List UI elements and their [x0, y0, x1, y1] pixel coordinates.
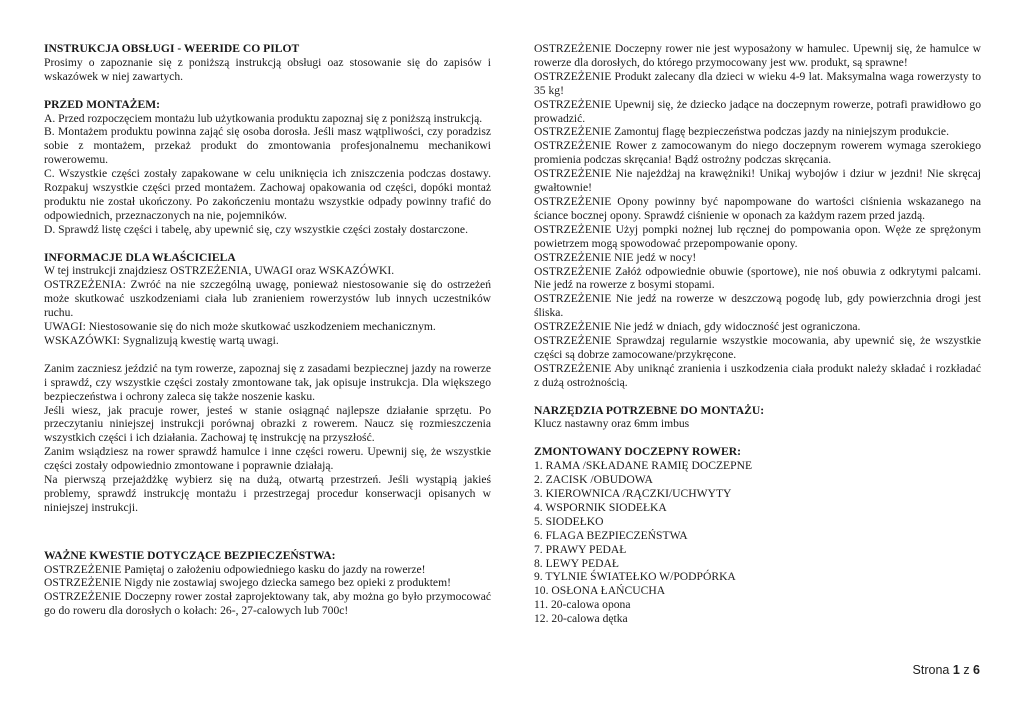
warning-item: OSTRZEŻENIE NIE jedź w nocy!	[534, 250, 697, 264]
before-item: D. Sprawdź listę części i tabelę, aby upewnić się, czy wszystkie części zostały dostarczone.	[44, 222, 468, 236]
right-column	[534, 42, 981, 626]
part-item: 1. RAMA /SKŁADANE RAMIĘ DOCZEPNE	[534, 459, 753, 473]
tools-heading: NARZĘDZIA POTRZEBNE DO MONTAŻU:	[534, 403, 765, 417]
safety-warning: OSTRZEŻENIE Nigdy nie zostawiaj swojego dziecka samego bez opieki z produktem!	[44, 576, 451, 590]
warning-item: OSTRZEŻENIE Upewnij się, że dziecko jadące na doczepnym rowerze, potrafi prawidłowo go prowadzić.	[534, 97, 981, 125]
warning-item: OSTRZEŻENIE Zamontuj flagę bezpieczeństwa podczas jazdy na niniejszym produkcie.	[534, 125, 949, 139]
before-item: B. Montażem produktu powinna zająć się osoba dorosła. Jeśli masz wątpliwości, czy poradzisz sobie z montażem, przekaż produkt do zmontowania profesjonalnemu mechanikowi rowerowemu.	[44, 125, 491, 167]
owner-item: OSTRZEŻENIA: Zwróć na nie szczególną uwagę, ponieważ niestosowanie się do ostrzeżeń może skutkować uszkodzeniami ciała lub zranieniem rowerzystów lub innych uczestników ruchu.	[44, 278, 491, 320]
owner-item: UWAGI: Niestosowanie się do nich może skutkować uszkodzeniem mechanicznym.	[44, 320, 436, 334]
left-column	[44, 42, 491, 618]
part-item: 10. OSŁONA ŁAŃCUCHA	[534, 584, 666, 598]
page-number	[913, 663, 980, 677]
intro-text: Prosimy o zapoznanie się z poniższą instrukcją obsługi oaz stosowanie się do zapisów i wskazówek w niej zawartych.	[44, 55, 491, 83]
riding-paragraph: Zanim zaczniesz jeździć na tym rowerze, zapoznaj się z zasadami bezpiecznej jazdy na rowerze i sprawdź, czy wszystkie części zostały zmontowane tak, jak opisuje instrukcja. Dla większego bezpieczeństwa i ochrony zaleca się także noszenie kasku.	[44, 361, 491, 403]
safety-warning: OSTRZEŻENIE Pamiętaj o założeniu odpowiedniego kasku do jazdy na rowerze!	[44, 562, 426, 576]
current-page: 1	[952, 663, 960, 677]
part-item: 5. SIODEŁKO	[534, 514, 604, 528]
assembled-heading: ZMONTOWANY DOCZEPNY ROWER:	[534, 445, 741, 459]
warning-item: OSTRZEŻENIE Rower z zamocowanym do niego doczepnym rowerem wymaga szerokiego promienia podczas skręcania! Bądź ostrożny podczas skręcania.	[534, 139, 981, 167]
warning-item: OSTRZEŻENIE Nie najeżdżaj na krawężniki! Unikaj wybojów i dziur w jezdni! Nie skręcaj gwałtownie!	[534, 167, 981, 195]
warning-item: OSTRZEŻENIE Aby uniknąć zranienia i uszkodzenia ciała produkt należy składać i rozkładać z dużą ostrożnością.	[534, 361, 981, 389]
page-separator: z	[963, 663, 970, 677]
part-item: 7. PRAWY PEDAŁ	[534, 542, 627, 556]
warning-item: OSTRZEŻENIE Opony powinny być napompowane do wartości ciśnienia wskazanego na ściance bocznej opony. Sprawdź ciśnienie w oponach za każdym razem przed jazdą.	[534, 194, 981, 222]
part-item: 9. TYLNIE ŚWIATEŁKO W/PODPÓRKA	[534, 570, 736, 584]
part-item: 4. WSPORNIK SIODEŁKA	[534, 500, 667, 514]
before-item: A. Przed rozpoczęciem montażu lub użytkowania produktu zapoznaj się z poniższą instrukcją.	[44, 111, 483, 125]
safety-heading: WAŻNE KWESTIE DOTYCZĄCE BEZPIECZEŃSTWA:	[44, 548, 336, 562]
document-title: INSTRUKCJA OBSŁUGI - WEERIDE CO PILOT	[44, 42, 300, 55]
owner-info-heading: INFORMACJE DLA WŁAŚCICIELA	[44, 250, 236, 264]
part-item: 6. FLAGA BEZPIECZEŃSTWA	[534, 528, 688, 542]
part-item: 8. LEWY PEDAŁ	[534, 556, 619, 570]
owner-item: W tej instrukcji znajdziesz OSTRZEŻENIA, UWAGI oraz WSKAZÓWKI.	[44, 264, 395, 278]
before-assembly-heading: PRZED MONTAŻEM:	[44, 97, 161, 111]
warning-item: OSTRZEŻENIE Sprawdzaj regularnie wszystkie mocowania, aby upewnić się, że wszystkie części są dobrze zamocowane/przykręcone.	[534, 334, 981, 361]
warning-item: OSTRZEŻENIE Załóż odpowiednie obuwie (sportowe), nie noś obuwia z odkrytymi palcami. Nie jedź na rowerze z bosymi stopami.	[534, 264, 981, 292]
page-label: Strona	[912, 663, 950, 677]
part-item: 3. KIEROWNICA /RĄCZKI/UCHWYTY	[534, 486, 732, 500]
warning-item: OSTRZEŻENIE Nie jedź w dniach, gdy widoczność jest ograniczona.	[534, 320, 861, 334]
part-item: 2. ZACISK /OBUDOWA	[534, 473, 653, 487]
warning-item: OSTRZEŻENIE Użyj pompki nożnej lub ręcznej do pompowania opon. Węże ze sprężonym powietrzem mogą spowodować przepompowanie opony.	[534, 222, 981, 250]
part-item: 12. 20-calowa dętka	[534, 612, 628, 626]
safety-warning: OSTRZEŻENIE Doczepny rower został zaprojektowany tak, aby można go było przymocować go do roweru dla dorosłych o kołach: 26-, 27-calowych lub 700c!	[44, 590, 491, 618]
riding-paragraph: Jeśli wiesz, jak pracuje rower, jesteś w stanie osiągnąć najlepsze działanie sprzętu. Po przeczytaniu niniejszej instrukcji porównaj obrazki z rowerem. Naucz się rozmieszczenia wszystkich części i ich działania. Zachowaj tę instrukcję na przyszłość.	[44, 403, 491, 445]
warning-item: OSTRZEŻENIE Nie jedź na rowerze w deszczową pogodę lub, gdy powierzchnia drogi jest śliska.	[534, 292, 981, 320]
before-item: C. Wszystkie części zostały zapakowane w celu uniknięcia ich zniszczenia podczas dostawy. Rozpakuj wszystkie części przed montażem. Zachowaj opakowania od części, dopóki montaż produktu nie został ukończony. Po zakończeniu montażu wszystkie odpady powinny trafić do odpowiednich, przeznaczonych na nie, pojemników.	[44, 167, 491, 222]
total-pages: 6	[973, 663, 980, 677]
tools-text: Klucz nastawny oraz 6mm imbus	[534, 417, 690, 431]
owner-item: WSKAZÓWKI: Sygnalizują kwestię wartą uwagi.	[44, 334, 279, 347]
warning-item: OSTRZEŻENIE Doczepny rower nie jest wyposażony w hamulec. Upewnij się, że hamulce w rowerze dla dorosłych, do którego przymocowany jest ww. produkt, są sprawne!	[534, 42, 981, 69]
parts-list	[534, 459, 981, 626]
riding-paragraph: Zanim wsiądziesz na rower sprawdź hamulce i inne części roweru. Upewnij się, że wszystkie części zostały odpowiednio zmontowane i poprawnie działają.	[44, 445, 491, 473]
riding-paragraph: Na pierwszą przejażdżkę wybierz się na dużą, otwartą przestrzeń. Jeśli wystąpią jakieś problemy, sprawdź instrukcję montażu i przestrzegaj procedur konserwacji opisanych w niniejszej instrukcji.	[44, 473, 491, 514]
warning-item: OSTRZEŻENIE Produkt zalecany dla dzieci w wieku 4-9 lat. Maksymalna waga rowerzysty to 35 kg!	[534, 69, 981, 97]
part-item: 11. 20-calowa opona	[534, 598, 631, 612]
